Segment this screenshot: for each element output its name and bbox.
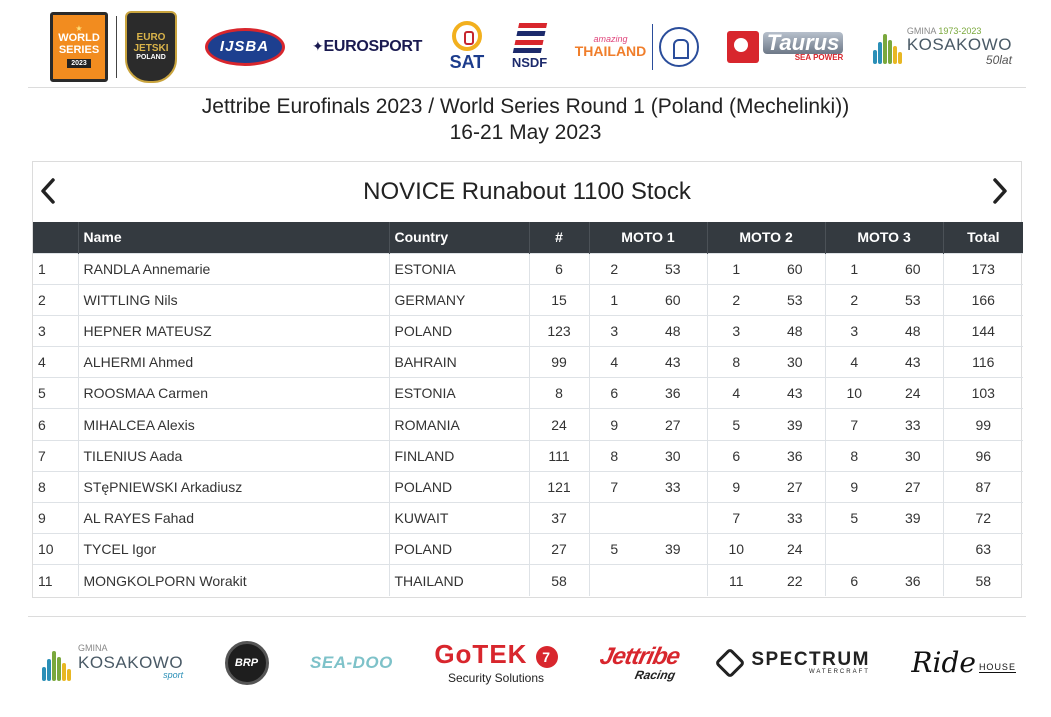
moto1-position: 5 (589, 534, 639, 565)
moto3-position: 1 (825, 253, 883, 284)
result-name: STęPNIEWSKI Arkadiusz (78, 471, 389, 502)
next-class-button[interactable] (985, 174, 1015, 208)
moto2-position: 1 (707, 253, 765, 284)
table-header-row (33, 222, 1023, 253)
taurus-logo[interactable] (727, 31, 844, 63)
sponsor-footer (28, 616, 1026, 708)
moto1-position: 6 (589, 378, 639, 409)
moto3-score: 30 (883, 440, 943, 471)
seadoo-logo[interactable]: SEA-DOO (310, 652, 393, 672)
table-row[interactable] (33, 284, 1023, 315)
amazing-thailand-logo[interactable] (575, 24, 700, 70)
moto1-position: 1 (589, 284, 639, 315)
taurus-name: Taurus (763, 32, 844, 54)
moto1-position: 3 (589, 315, 639, 346)
results-body (33, 253, 1023, 596)
moto3-position: 5 (825, 503, 883, 534)
table-row[interactable] (33, 315, 1023, 346)
result-name: ROOSMAA Carmen (78, 378, 389, 409)
taurus-words (763, 29, 844, 62)
moto2-score: 22 (765, 565, 825, 596)
result-number: 58 (529, 565, 589, 596)
result-number: 99 (529, 347, 589, 378)
moto2-position: 4 (707, 378, 765, 409)
result-total: 87 (943, 471, 1023, 502)
brp-logo[interactable]: BRP (225, 641, 269, 685)
result-name: MIHALCEA Alexis (78, 409, 389, 440)
result-name: ALHERMI Ahmed (78, 347, 389, 378)
result-country: THAILAND (389, 565, 529, 596)
spectrum-logo[interactable] (719, 650, 870, 675)
result-country: ROMANIA (389, 409, 529, 440)
ws-logo-line1: WORLD (58, 31, 100, 44)
result-total: 173 (943, 253, 1023, 284)
table-row[interactable] (33, 378, 1023, 409)
result-number: 37 (529, 503, 589, 534)
moto3-score (883, 534, 943, 565)
ijsba-logo[interactable]: IJSBA (205, 28, 285, 66)
result-position: 5 (33, 378, 78, 409)
moto2-position: 2 (707, 284, 765, 315)
moto1-score: 39 (639, 534, 707, 565)
euro-logo-line2: JETSKI (133, 42, 169, 54)
spectrum-words (751, 650, 870, 675)
result-position: 2 (33, 284, 78, 315)
result-country: POLAND (389, 534, 529, 565)
result-country: ESTONIA (389, 253, 529, 284)
result-position: 11 (33, 565, 78, 596)
moto2-position: 5 (707, 409, 765, 440)
moto2-score: 60 (765, 253, 825, 284)
nsdf-logo[interactable] (512, 23, 547, 70)
moto3-position: 9 (825, 471, 883, 502)
eurosport-logo[interactable] (312, 38, 422, 56)
moto2-position: 6 (707, 440, 765, 471)
results-table (33, 222, 1023, 596)
event-title-block (0, 94, 1051, 146)
result-name: MONGKOLPORN Worakit (78, 565, 389, 596)
moto2-score: 30 (765, 347, 825, 378)
result-total: 103 (943, 378, 1023, 409)
ws-logo-year: 2023 (67, 59, 91, 68)
result-country: BAHRAIN (389, 347, 529, 378)
moto2-position: 3 (707, 315, 765, 346)
gotek-seven-icon: 7 (536, 646, 558, 668)
gotek-name-text: GoTEK (434, 639, 528, 670)
result-number: 8 (529, 378, 589, 409)
taurus-tagline: SEA POWER (794, 52, 844, 62)
result-name: TILENIUS Aada (78, 440, 389, 471)
result-total: 58 (943, 565, 1023, 596)
table-row[interactable] (33, 253, 1023, 284)
result-total: 72 (943, 503, 1023, 534)
table-row[interactable] (33, 503, 1023, 534)
moto1-position: 9 (589, 409, 639, 440)
result-country: GERMANY (389, 284, 529, 315)
eurosport-logo-text: EUROSPORT (323, 37, 423, 55)
world-series-logo[interactable] (50, 12, 108, 82)
moto2-score: 39 (765, 409, 825, 440)
gotek-logo[interactable] (434, 641, 557, 683)
table-row[interactable] (33, 347, 1023, 378)
result-number: 111 (529, 440, 589, 471)
moto1-position (589, 565, 639, 596)
result-country: KUWAIT (389, 503, 529, 534)
gotek-name (434, 639, 557, 670)
amazing-text: amazing (593, 34, 628, 44)
nsdf-flag-icon (512, 23, 546, 53)
sat-logo-text: SAT (449, 51, 485, 72)
jettribe-name: Jettribe (597, 642, 683, 670)
previous-class-button[interactable] (33, 174, 63, 208)
moto2-score: 24 (765, 534, 825, 565)
moto3-position: 8 (825, 440, 883, 471)
event-dates: 16-21 May 2023 (449, 121, 602, 144)
moto3-position: 10 (825, 378, 883, 409)
kosakowo-logo[interactable] (871, 27, 1012, 67)
moto2-position: 11 (707, 565, 765, 596)
result-country: FINLAND (389, 440, 529, 471)
kosakowo-sport-name: KOSAKOWO (78, 652, 184, 672)
result-total: 63 (943, 534, 1023, 565)
result-name: TYCEL Igor (78, 534, 389, 565)
moto1-score: 27 (639, 409, 707, 440)
result-number: 27 (529, 534, 589, 565)
jettribe-racing-logo[interactable] (595, 642, 683, 682)
logo-divider (116, 16, 117, 78)
moto1-score (639, 503, 707, 534)
moto1-position (589, 503, 639, 534)
sat-logo[interactable] (450, 21, 485, 73)
moto2-score: 33 (765, 503, 825, 534)
result-total: 144 (943, 315, 1023, 346)
class-title: NOVICE Runabout 1100 Stock (363, 178, 691, 205)
moto2-score: 27 (765, 471, 825, 502)
spectrum-name: SPECTRUM (751, 649, 870, 670)
euro-jetski-logo[interactable] (125, 11, 177, 83)
result-position: 1 (33, 253, 78, 284)
moto1-score: 43 (639, 347, 707, 378)
ridehouse-logo[interactable] (911, 645, 1016, 679)
thailand-words (575, 35, 647, 58)
ws-logo-mark: ★ (75, 23, 83, 33)
moto1-position: 4 (589, 347, 639, 378)
world-series-logo-group[interactable] (50, 11, 177, 83)
moto3-score: 48 (883, 315, 943, 346)
moto1-score: 30 (639, 440, 707, 471)
moto3-score: 43 (883, 347, 943, 378)
moto1-position: 7 (589, 471, 639, 502)
result-number: 6 (529, 253, 589, 284)
result-number: 24 (529, 409, 589, 440)
result-name: WITTLING Nils (78, 284, 389, 315)
result-position: 3 (33, 315, 78, 346)
moto1-position: 8 (589, 440, 639, 471)
table-row[interactable] (33, 534, 1023, 565)
kosakowo-name: KOSAKOWO (906, 35, 1012, 54)
ride-text: Ride (911, 645, 976, 679)
moto3-score: 27 (883, 471, 943, 502)
kosakowo-sport-logo[interactable] (40, 644, 183, 681)
results-panel (32, 161, 1022, 598)
eurosport-star-icon: ✦ (312, 37, 324, 54)
header-position (33, 222, 78, 253)
header-number[interactable]: # (529, 222, 589, 253)
thailand-divider (652, 24, 653, 70)
moto1-score: 33 (639, 471, 707, 502)
moto1-score: 60 (639, 284, 707, 315)
tourism-seal-icon (659, 27, 699, 67)
result-position: 6 (33, 409, 78, 440)
result-country: ESTONIA (389, 378, 529, 409)
result-total: 99 (943, 409, 1023, 440)
taurus-mark-icon (727, 31, 759, 63)
thailand-text: THAILAND (574, 43, 647, 59)
gotek-tagline: Security Solutions (447, 670, 545, 685)
result-number: 121 (529, 471, 589, 502)
ws-logo-line2: SERIES (58, 43, 100, 56)
house-text: HOUSE (978, 661, 1016, 672)
moto2-position: 9 (707, 471, 765, 502)
result-number: 123 (529, 315, 589, 346)
moto3-score: 60 (883, 253, 943, 284)
result-name: AL RAYES Fahad (78, 503, 389, 534)
moto2-score: 43 (765, 378, 825, 409)
kosakowo-sport-gmina: GMINA (78, 643, 108, 654)
nsdf-logo-text: NSDF (511, 55, 548, 70)
gmina-text: GMINA (906, 25, 936, 36)
moto1-score: 53 (639, 253, 707, 284)
kosakowo-sport-words (78, 644, 183, 681)
event-title: Jettribe Eurofinals 2023 / World Series Round 1 (Poland (Mechelinki)) (201, 95, 850, 118)
result-position: 10 (33, 534, 78, 565)
header-moto2: MOTO 2 (707, 222, 825, 253)
header-name[interactable]: Name (78, 222, 389, 253)
result-country: POLAND (389, 315, 529, 346)
moto3-position: 7 (825, 409, 883, 440)
result-position: 8 (33, 471, 78, 502)
euro-logo-line1: EURO (136, 31, 166, 43)
result-total: 116 (943, 347, 1023, 378)
moto2-position: 8 (707, 347, 765, 378)
moto3-score: 36 (883, 565, 943, 596)
class-header (33, 162, 1021, 222)
header-total[interactable]: Total (943, 222, 1023, 253)
sat-ring-icon (452, 21, 482, 51)
moto3-score: 33 (883, 409, 943, 440)
moto1-score: 36 (639, 378, 707, 409)
result-position: 7 (33, 440, 78, 471)
result-total: 96 (943, 440, 1023, 471)
header-moto3: MOTO 3 (825, 222, 943, 253)
moto3-score: 53 (883, 284, 943, 315)
result-position: 9 (33, 503, 78, 534)
result-name: RANDLA Annemarie (78, 253, 389, 284)
result-country: POLAND (389, 471, 529, 502)
moto1-position: 2 (589, 253, 639, 284)
moto3-position: 6 (825, 565, 883, 596)
result-total: 166 (943, 284, 1023, 315)
kosakowo-sport-wave-icon (40, 645, 74, 681)
kosakowo-words (907, 27, 1012, 67)
sponsor-header (28, 6, 1026, 88)
moto3-position: 4 (825, 347, 883, 378)
moto3-position (825, 534, 883, 565)
kosakowo-lat: 50lat (985, 52, 1012, 67)
euro-logo-line3: POLAND (136, 53, 166, 61)
jettribe-racing: Racing (633, 667, 677, 682)
moto2-score: 53 (765, 284, 825, 315)
chevron-left-icon (39, 177, 57, 205)
spectrum-tagline: WATERCRAFT (808, 669, 870, 675)
moto3-score: 24 (883, 378, 943, 409)
header-country[interactable]: Country (389, 222, 529, 253)
header-moto1: MOTO 1 (589, 222, 707, 253)
moto2-position: 10 (707, 534, 765, 565)
table-row[interactable] (33, 471, 1023, 502)
moto2-score: 48 (765, 315, 825, 346)
result-name: HEPNER MATEUSZ (78, 315, 389, 346)
chevron-right-icon (991, 177, 1009, 205)
result-number: 15 (529, 284, 589, 315)
kosakowo-sport-tag: sport (163, 670, 184, 681)
result-position: 4 (33, 347, 78, 378)
moto3-score: 39 (883, 503, 943, 534)
table-row[interactable] (33, 440, 1023, 471)
years-text: 1973-2023 (938, 25, 982, 36)
moto1-score (639, 565, 707, 596)
spectrum-mark-icon (715, 647, 746, 678)
table-row[interactable] (33, 409, 1023, 440)
moto3-position: 3 (825, 315, 883, 346)
moto2-score: 36 (765, 440, 825, 471)
table-row[interactable] (33, 565, 1023, 596)
moto2-position: 7 (707, 503, 765, 534)
moto3-position: 2 (825, 284, 883, 315)
moto1-score: 48 (639, 315, 707, 346)
kosakowo-wave-icon (871, 30, 903, 64)
